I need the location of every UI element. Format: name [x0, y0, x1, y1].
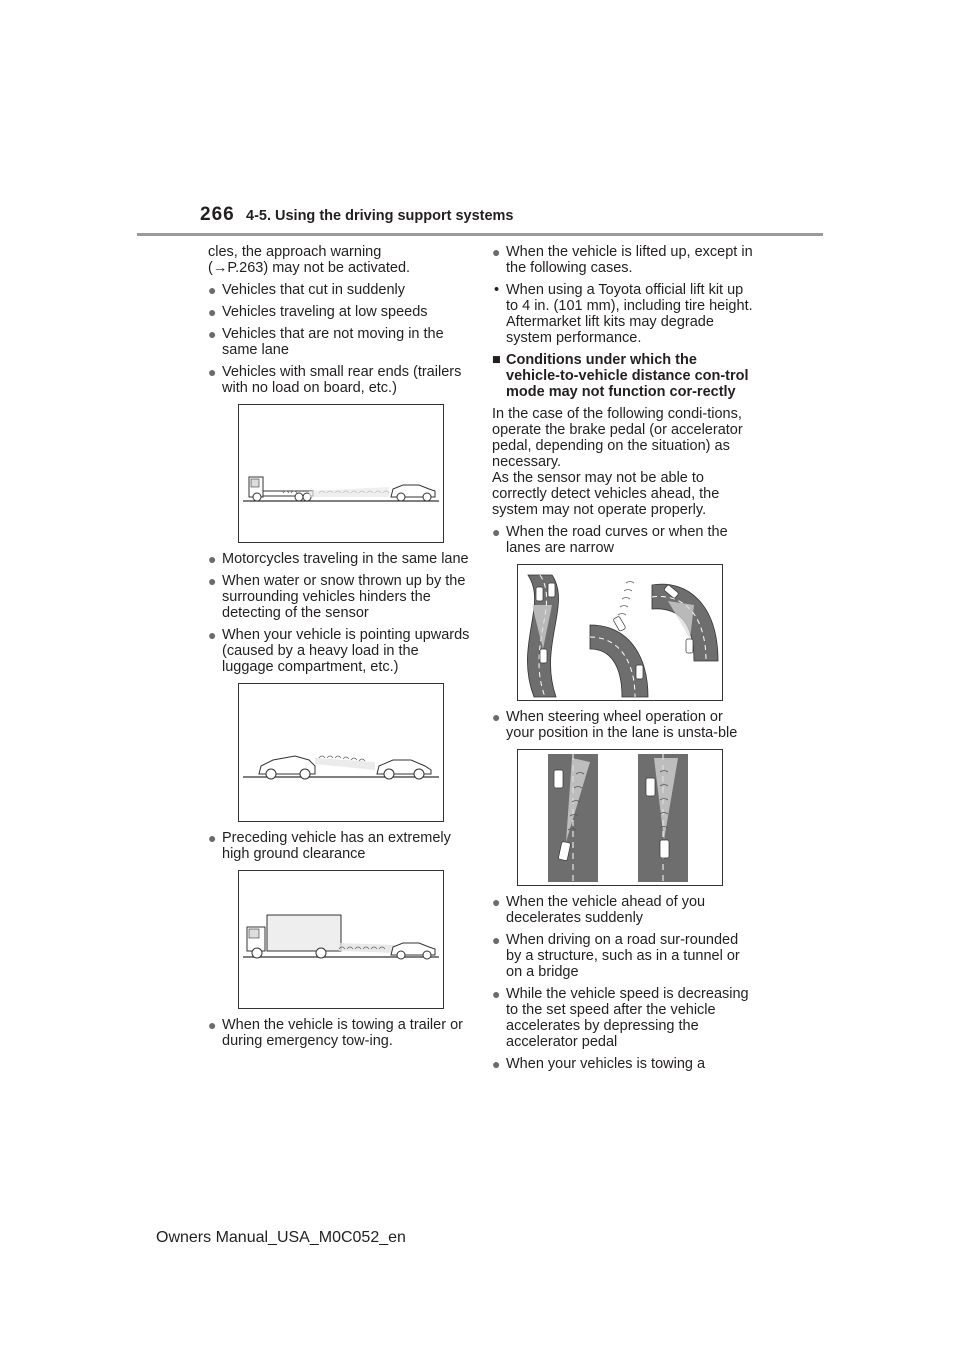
section-heading-text: Conditions under which the vehicle-to-vehicle distance con-trol mode may not function cor-rectly: [506, 352, 749, 400]
bullet-icon: ●: [208, 627, 217, 643]
bullet-icon: ●: [208, 573, 217, 589]
list-item: [492, 709, 754, 741]
paragraph: In the case of the following condi-tions, operate the brake pedal (or accelerator pedal, depending on the situation) as necessary.: [492, 406, 743, 470]
heading-square-icon: ■: [492, 352, 501, 368]
bullet-icon: ●: [208, 282, 217, 298]
bullet-icon: ●: [492, 932, 501, 948]
list-item: [492, 932, 754, 980]
list-item-text: When driving on a road sur-rounded by a structure, such as in a tunnel or on a bridge: [506, 932, 740, 980]
section-heading: [492, 352, 754, 400]
list-item-text: When your vehicle is pointing upwards (caused by a heavy load in the luggage compartment, etc.): [222, 627, 470, 675]
list-item: [208, 830, 470, 862]
list-item: [208, 304, 470, 320]
sub-bullet-icon: •: [494, 282, 500, 298]
page-number: 266: [200, 204, 235, 225]
header-rule: [137, 233, 823, 236]
list-item-text: Vehicles with small rear ends (trailers with no load on board, etc.): [222, 364, 462, 396]
list-item: [208, 627, 470, 675]
bullet-icon: ●: [492, 244, 501, 260]
bullet-icon: ●: [492, 1056, 501, 1072]
figure-trailer-illustration: [238, 404, 444, 543]
list-item: [492, 894, 754, 926]
bullet-icon: ●: [208, 364, 217, 380]
bullet-icon: ●: [208, 304, 217, 320]
list-item-text: When the vehicle ahead of you decelerates suddenly: [506, 894, 706, 926]
list-item: [208, 1017, 470, 1049]
sub-list-item-text: When using a Toyota official lift kit up to 4 in. (101 mm), including tire height. Aftermarket lift kits may degrade system performance.: [506, 282, 753, 346]
list-item: [208, 282, 470, 298]
paragraph: As the sensor may not be able to correctly detect vehicles ahead, the system may not operate properly.: [492, 470, 720, 518]
list-item: [208, 573, 470, 621]
list-item: [208, 551, 470, 567]
bullet-icon: ●: [492, 894, 501, 910]
list-item-text: When your vehicles is towing a: [506, 1056, 706, 1072]
figure-curved-road-illustration: [517, 564, 723, 701]
list-item-text: When the road curves or when the lanes are narrow: [506, 524, 728, 556]
list-item: [208, 326, 470, 358]
bullet-icon: ●: [492, 709, 501, 725]
list-item-text: Preceding vehicle has an extremely high ground clearance: [222, 830, 451, 862]
bullet-icon: ●: [492, 986, 501, 1002]
list-item-text: When water or snow thrown up by the surrounding vehicles hinders the detecting of the sensor: [222, 573, 466, 621]
right-column: [492, 244, 754, 1078]
list-item-text: When the vehicle is towing a trailer or during emergency tow-ing.: [222, 1017, 463, 1049]
list-item-text: Vehicles that are not moving in the same lane: [222, 326, 444, 358]
list-item-text: When the vehicle is lifted up, except in the following cases.: [506, 244, 753, 276]
intro-text: [208, 244, 470, 276]
intro-line-1: cles, the approach warning: [208, 244, 382, 260]
list-item-text: Motorcycles traveling in the same lane: [222, 551, 469, 567]
bullet-icon: ●: [208, 551, 217, 567]
bullet-icon: ●: [208, 1017, 217, 1033]
left-column: [208, 244, 470, 1055]
bullet-icon: ●: [208, 830, 217, 846]
list-item: [492, 524, 754, 556]
figure-pointing-upwards-illustration: [238, 683, 444, 822]
list-item: [492, 1056, 754, 1072]
sub-list-item: [492, 282, 754, 346]
list-item-text: While the vehicle speed is decreasing to the set speed after the vehicle accelerates by depressing the accelerator pedal: [506, 986, 749, 1050]
list-item: [492, 986, 754, 1050]
list-item: [208, 364, 470, 396]
section-title: 4-5. Using the driving support systems: [246, 208, 514, 224]
figure-high-clearance-illustration: [238, 870, 444, 1009]
list-item-text: When steering wheel operation or your position in the lane is unsta-ble: [506, 709, 738, 741]
bullet-icon: ●: [208, 326, 217, 342]
figure-unstable-lane-illustration: [517, 749, 723, 886]
intro-line-2: (→P.263) may not be activated.: [208, 260, 411, 276]
bullet-icon: ●: [492, 524, 501, 540]
footer-text: Owners Manual_USA_M0C052_en: [156, 1229, 406, 1246]
list-item-text: Vehicles that cut in suddenly: [222, 282, 405, 298]
list-item: [492, 244, 754, 276]
list-item-text: Vehicles traveling at low speeds: [222, 304, 428, 320]
